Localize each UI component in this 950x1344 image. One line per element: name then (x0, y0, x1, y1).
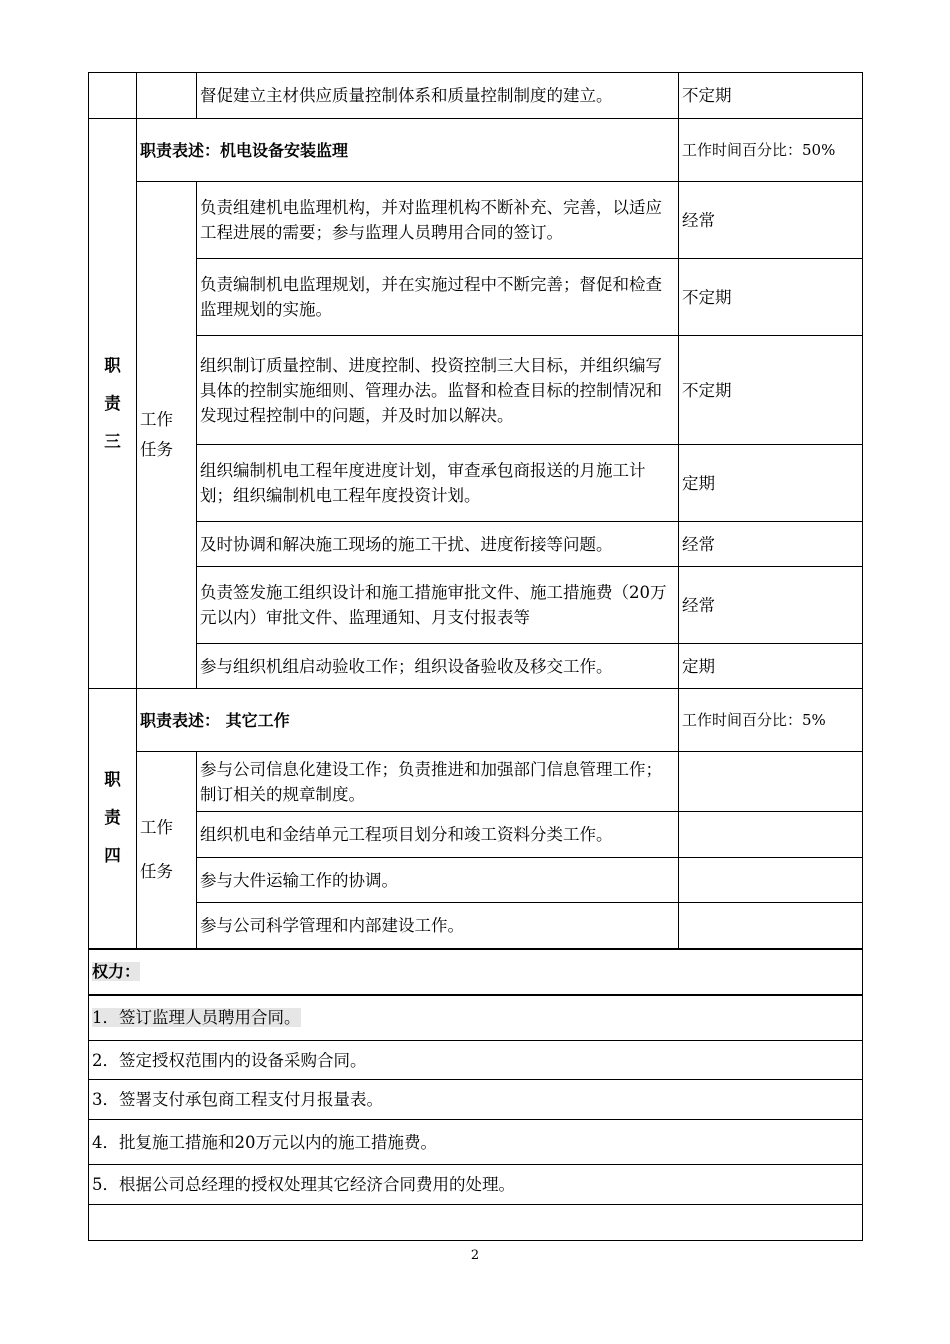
authority-title-cell (89, 949, 863, 995)
job-description-table (88, 72, 863, 1241)
duty4-header-row (89, 689, 863, 752)
table-row (89, 752, 863, 812)
duty3-description: 职责表述：机电设备安装监理 (137, 119, 679, 182)
empty-cell (89, 73, 137, 119)
task-text: 参与公司科学管理和内部建设工作。 (197, 903, 679, 949)
task-text: 组织制订质量控制、进度控制、投资控制三大目标，并组织编写具体的控制实施细则、管理办法。监督和检查目标的控制情况和发现过程控制中的问题，并及时加以解决。 (197, 336, 679, 445)
table-row (89, 812, 863, 858)
task-frequency: 不定期 (679, 336, 863, 445)
duty4-task-label: 工作任务 (140, 817, 173, 881)
task-text: 组织编制机电工程年度进度计划，审查承包商报送的月施工计划；组织编制机电工程年度投资计划。 (197, 445, 679, 522)
table-row (89, 182, 863, 259)
task-text: 负责编制机电监理规划，并在实施过程中不断完善；督促和检查监理规划的实施。 (197, 259, 679, 336)
task-text: 参与公司信息化建设工作；负责推进和加强部门信息管理工作；制订相关的规章制度。 (197, 752, 679, 812)
table-row (89, 858, 863, 903)
authority-item: 5．根据公司总经理的授权处理其它经济合同费用的处理。 (89, 1165, 863, 1205)
duty4-description: 职责表述： 其它工作 (137, 689, 679, 752)
task-text: 参与大件运输工作的协调。 (197, 858, 679, 903)
empty-cell (137, 73, 197, 119)
authority-title: 权力： (92, 962, 141, 981)
task-text: 组织机电和金结单元工程项目划分和竣工资料分类工作。 (197, 812, 679, 858)
task-frequency: 不定期 (679, 73, 863, 119)
table-row (89, 567, 863, 644)
authority-item: 3．签署支付承包商工程支付月报量表。 (89, 1080, 863, 1120)
task-frequency (679, 903, 863, 949)
task-text: 负责组建机电监理机构，并对监理机构不断补充、完善，以适应工程进展的需要；参与监理人员聘用合同的签订。 (197, 182, 679, 259)
authority-row (89, 1165, 863, 1205)
duty4-label: 职 责 四 (104, 770, 121, 866)
task-frequency (679, 752, 863, 812)
authority-row (89, 1080, 863, 1120)
task-frequency (679, 858, 863, 903)
authority-item-cell (89, 995, 863, 1041)
table-row (89, 73, 863, 119)
duty3-label-cell (89, 119, 137, 689)
task-text: 参与组织机组启动验收工作；组织设备验收及移交工作。 (197, 644, 679, 689)
duty3-header-row (89, 119, 863, 182)
duty4-label-cell (89, 689, 137, 949)
authority-row (89, 1041, 863, 1080)
duty3-label: 职 责 三 (104, 355, 121, 451)
duty3-percent: 工作时间百分比：50% (679, 119, 863, 182)
table-row (89, 336, 863, 445)
job-description-table-container (88, 72, 862, 1241)
duty4-percent: 工作时间百分比：5% (679, 689, 863, 752)
authority-item: 1．签订监理人员聘用合同。 (92, 1008, 301, 1028)
authority-item: 2．签定授权范围内的设备采购合同。 (89, 1041, 863, 1080)
duty3-task-label: 工作任务 (140, 410, 173, 459)
authority-empty-row (89, 1205, 863, 1241)
table-row (89, 445, 863, 522)
empty-cell (89, 1205, 863, 1241)
task-frequency: 定期 (679, 644, 863, 689)
table-row (89, 644, 863, 689)
task-frequency (679, 812, 863, 858)
duty3-task-label-cell (137, 182, 197, 689)
authority-item: 4．批复施工措施和20万元以内的施工措施费。 (89, 1120, 863, 1165)
task-frequency: 经常 (679, 567, 863, 644)
authority-row (89, 1120, 863, 1165)
authority-row (89, 995, 863, 1041)
task-frequency: 定期 (679, 445, 863, 522)
task-text: 负责签发施工组织设计和施工措施审批文件、施工措施费（20万元以内）审批文件、监理通知、月支付报表等 (197, 567, 679, 644)
task-text: 督促建立主材供应质量控制体系和质量控制制度的建立。 (197, 73, 679, 119)
task-frequency: 经常 (679, 522, 863, 567)
authority-title-row (89, 949, 863, 995)
page-number: 2 (470, 1248, 480, 1263)
table-row (89, 259, 863, 336)
task-text: 及时协调和解决施工现场的施工干扰、进度衔接等问题。 (197, 522, 679, 567)
task-frequency: 不定期 (679, 259, 863, 336)
task-frequency: 经常 (679, 182, 863, 259)
table-row (89, 903, 863, 949)
table-row (89, 522, 863, 567)
duty4-task-label-cell (137, 752, 197, 949)
